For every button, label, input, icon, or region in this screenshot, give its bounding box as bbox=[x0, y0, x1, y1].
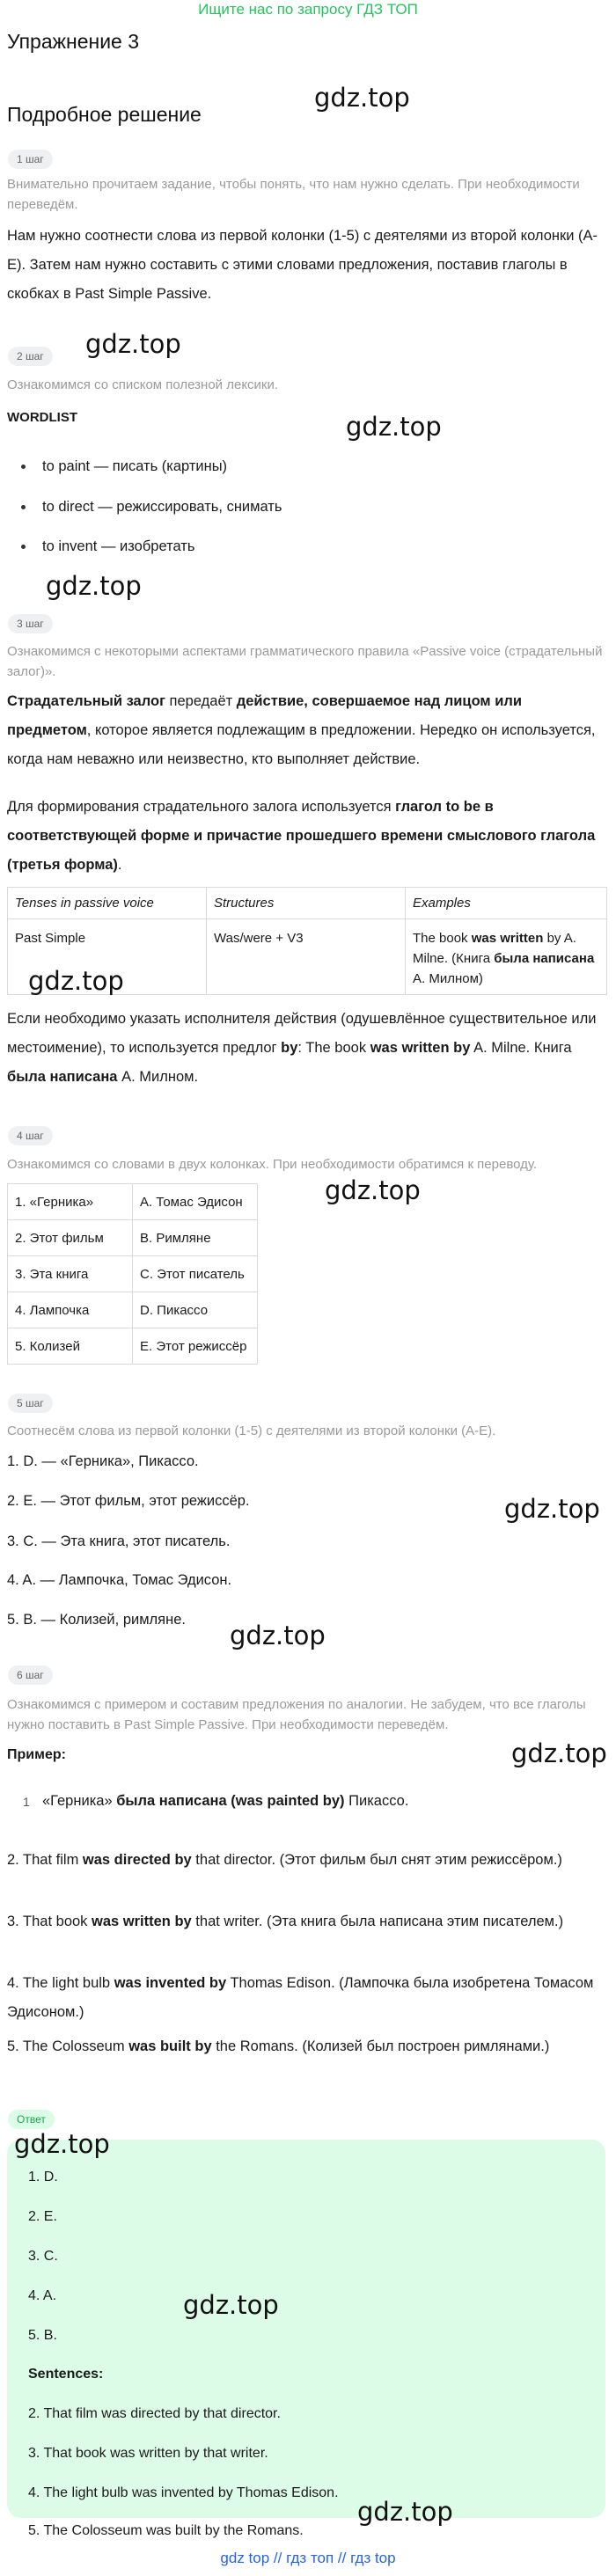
word-item: to direct — режиссировать, снимать bbox=[42, 499, 282, 515]
table-header: Tenses in passive voice bbox=[8, 888, 207, 919]
table-cell: A. Томас Эдисон bbox=[133, 1184, 258, 1220]
example-label: Пример: bbox=[7, 1747, 66, 1762]
word-item: to invent — изобретать bbox=[42, 538, 195, 554]
watermark: gdz.top bbox=[325, 1175, 421, 1205]
table-cell: 1. «Герника» bbox=[8, 1184, 133, 1220]
step-badge: 6 шаг bbox=[8, 1665, 53, 1685]
step-hint: Внимательно прочитаем задание, чтобы понять, что нам нужно сделать. При необходимости переведём. bbox=[7, 177, 580, 212]
solution-title: Подробное решение bbox=[7, 103, 202, 126]
top-banner[interactable]: Ищите нас по запросу ГДЗ ТОП bbox=[198, 1, 418, 18]
rule-paragraph: Если необходимо указать исполнителя действия (одушевлённое существительное или местоимение), то используется предлог by: The book was written by A. Milne. Книга была написана А. Милном. bbox=[7, 1011, 597, 1085]
table-cell: C. Этот писатель bbox=[133, 1256, 258, 1292]
step-badge: 5 шаг bbox=[8, 1394, 53, 1413]
watermark: gdz.top bbox=[504, 1494, 600, 1524]
answer-line: 3. C. bbox=[28, 2249, 58, 2264]
step-hint: Соотнесём слова из первой колонки (1-5) с деятелями из второй колонки (A-E). bbox=[7, 1423, 496, 1438]
step-hint: Ознакомимся с примером и составим предложения по аналогии. Не забудем, что все глаголы нужно поставить в Past Simple Passive. При необходимости переведём. bbox=[7, 1697, 586, 1732]
watermark: gdz.top bbox=[357, 2497, 453, 2527]
answer-line: 2. E. bbox=[28, 2209, 57, 2224]
watermark: gdz.top bbox=[230, 1621, 326, 1650]
sentence-line: 4. The light bulb was invented by Thomas Edison. (Лампочка была изобретена Томасом Эдисоном.) bbox=[7, 1975, 594, 2020]
sentences-label: Sentences: bbox=[28, 2367, 104, 2382]
bullet-icon bbox=[21, 545, 26, 549]
match-line: 5. B. — Колизей, римляне. bbox=[7, 1612, 186, 1628]
answer-sentence: 4. The light bulb was invented by Thomas Edison. bbox=[28, 2485, 339, 2500]
watermark: gdz.top bbox=[511, 1738, 607, 1768]
bullet-icon bbox=[21, 465, 26, 469]
watermark: gdz.top bbox=[85, 329, 181, 359]
sentence-line: 3. That book was written by that writer. (Эта книга была написана этим писателем.) bbox=[7, 1914, 564, 1929]
watermark: gdz.top bbox=[46, 571, 142, 601]
step-badge: 3 шаг bbox=[8, 614, 53, 633]
table-cell: 5. Колизей bbox=[8, 1328, 133, 1365]
answer-sentence: 2. That film was directed by that director. bbox=[28, 2406, 281, 2421]
step-text: Нам нужно соотнести слова из первой колонки (1-5) с деятелями из второй колонки (A-E). Затем нам нужно составить с этими словами предложения, поставив глаголы в скобках в Past Simple Passive. bbox=[7, 228, 598, 302]
watermark: gdz.top bbox=[14, 2129, 110, 2159]
table-cell: 2. Этот фильм bbox=[8, 1220, 133, 1256]
bullet-icon bbox=[21, 505, 26, 509]
step-badge: 2 шаг bbox=[8, 347, 53, 366]
rule-paragraph: Для формирования страдательного залога используется глагол to be в соответствующей форме и причастие прошедшего времени смыслового глагола (третья форма). bbox=[7, 799, 596, 873]
step-badge: 1 шаг bbox=[8, 150, 53, 169]
answer-line: 5. B. bbox=[28, 2328, 57, 2343]
step-hint: Ознакомимся со списком полезной лексики. bbox=[7, 377, 279, 392]
watermark: gdz.top bbox=[314, 83, 410, 113]
answer-sentence: 3. That book was written by that writer. bbox=[28, 2446, 268, 2461]
step-hint: Ознакомимся со словами в двух колонках. При необходимости обратимся к переводу. bbox=[7, 1157, 538, 1172]
list-number: 1 bbox=[23, 1795, 30, 1809]
table-cell: D. Пикассо bbox=[133, 1292, 258, 1328]
step-badge: 4 шаг bbox=[8, 1126, 53, 1145]
example-sentence: «Герника» была написана (was painted by) Пикассо. bbox=[42, 1793, 409, 1809]
table-cell: 3. Эта книга bbox=[8, 1256, 133, 1292]
sentence-line: 5. The Colosseum was built by the Romans. (Колизей был построен римлянами.) bbox=[7, 2038, 550, 2054]
watermark: gdz.top bbox=[28, 966, 124, 996]
match-line: 1. D. — «Герника», Пикассо. bbox=[7, 1453, 199, 1469]
table-cell: 4. Лампочка bbox=[8, 1292, 133, 1328]
watermark: gdz.top bbox=[183, 2290, 279, 2320]
words-table bbox=[7, 1183, 258, 1365]
rule-paragraph: Страдательный залог передаёт действие, совершаемое над лицом или предметом, которое является подлежащим в предложении. Нередко он используется, когда нам неважно или неизвестно, кто выполняет действие. bbox=[7, 693, 596, 767]
table-cell: Was/were + V3 bbox=[207, 919, 406, 995]
table-cell: The book was written by A. Milne. (Книга была написана А. Милном) bbox=[406, 919, 607, 995]
watermark: gdz.top bbox=[346, 412, 442, 442]
answer-line: 4. A. bbox=[28, 2288, 57, 2303]
answer-badge: Ответ bbox=[8, 2110, 55, 2129]
answer-sentence: 5. The Colosseum was built by the Romans. bbox=[28, 2523, 304, 2538]
table-header: Examples bbox=[406, 888, 607, 919]
match-line: 4. A. — Лампочка, Томас Эдисон. bbox=[7, 1572, 232, 1588]
table-cell: B. Римляне bbox=[133, 1220, 258, 1256]
footer-links[interactable]: gdz top // гдз топ // гдз top bbox=[220, 2550, 396, 2566]
wordlist-title: WORDLIST bbox=[7, 410, 77, 425]
table-cell: E. Этот режиссёр bbox=[133, 1328, 258, 1365]
answer-line: 1. D. bbox=[28, 2170, 58, 2184]
word-item: to paint — писать (картины) bbox=[42, 458, 228, 474]
page-title: Упражнение 3 bbox=[7, 30, 140, 53]
table-header: Structures bbox=[207, 888, 406, 919]
match-line: 2. E. — Этот фильм, этот режиссёр. bbox=[7, 1493, 250, 1509]
step-hint: Ознакомимся с некоторыми аспектами грамматического правила «Passive voice (страдательный залог)». bbox=[7, 644, 603, 679]
table-cell: Past Simple bbox=[8, 919, 207, 995]
match-line: 3. C. — Эта книга, этот писатель. bbox=[7, 1533, 231, 1549]
sentence-line: 2. That film was directed by that director. (Этот фильм был снят этим режиссёром.) bbox=[7, 1852, 562, 1868]
